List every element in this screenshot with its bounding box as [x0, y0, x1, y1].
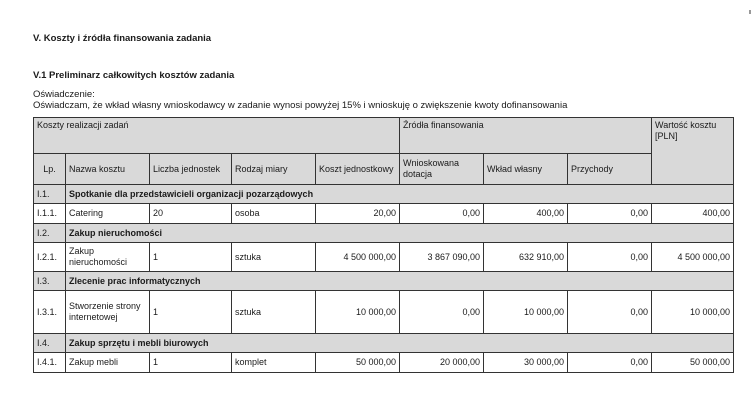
row-value: 10 000,00	[652, 291, 734, 334]
row-units: 1	[150, 353, 232, 373]
row-own: 632 910,00	[484, 243, 568, 272]
row-lp: I.2.1.	[34, 243, 66, 272]
row-value: 50 000,00	[652, 353, 734, 373]
header-costs: Koszty realizacji zadań	[34, 118, 400, 154]
row-units: 20	[150, 204, 232, 224]
row-name: Zakup nieruchomości	[66, 243, 150, 272]
col-income: Przychody	[568, 154, 652, 185]
row-measure: sztuka	[232, 291, 316, 334]
col-measure: Rodzaj miary	[232, 154, 316, 185]
col-unit-cost: Koszt jednostkowy	[316, 154, 400, 185]
row-name: Catering	[66, 204, 150, 224]
row-unit-cost: 50 000,00	[316, 353, 400, 373]
table-row	[34, 291, 734, 334]
table-row	[34, 353, 734, 373]
row-measure: komplet	[232, 353, 316, 373]
row-name: Stworzenie strony internetowej	[66, 291, 150, 334]
row-measure: sztuka	[232, 243, 316, 272]
col-own: Wkład własny	[484, 154, 568, 185]
row-income: 0,00	[568, 204, 652, 224]
row-grant: 3 867 090,00	[400, 243, 484, 272]
row-income: 0,00	[568, 291, 652, 334]
row-own: 30 000,00	[484, 353, 568, 373]
declaration-label: Oświadczenie:	[33, 89, 95, 100]
section-lp: I.4.	[34, 334, 66, 353]
row-unit-cost: 20,00	[316, 204, 400, 224]
section-lp: I.1.	[34, 185, 66, 204]
scan-mark	[749, 10, 751, 14]
row-own: 10 000,00	[484, 291, 568, 334]
row-units: 1	[150, 243, 232, 272]
section-lp: I.2.	[34, 224, 66, 243]
header-sources: Źródła finansowania	[400, 118, 652, 154]
row-lp: I.3.1.	[34, 291, 66, 334]
row-grant: 20 000,00	[400, 353, 484, 373]
row-grant: 0,00	[400, 204, 484, 224]
table-row	[34, 204, 734, 224]
row-income: 0,00	[568, 353, 652, 373]
row-grant: 0,00	[400, 291, 484, 334]
section-title-row: Zakup nieruchomości	[66, 224, 734, 243]
row-lp: I.1.1.	[34, 204, 66, 224]
row-own: 400,00	[484, 204, 568, 224]
row-value: 400,00	[652, 204, 734, 224]
cost-table	[33, 117, 734, 373]
row-income: 0,00	[568, 243, 652, 272]
col-units: Liczba jednostek	[150, 154, 232, 185]
col-lp: Lp.	[34, 154, 66, 185]
row-unit-cost: 4 500 000,00	[316, 243, 400, 272]
document-page	[33, 33, 733, 373]
section-title-row: Zakup sprzętu i mebli biurowych	[66, 334, 734, 353]
section-title-row: Zlecenie prac informatycznych	[66, 272, 734, 291]
row-value: 4 500 000,00	[652, 243, 734, 272]
row-name: Zakup mebli	[66, 353, 150, 373]
row-measure: osoba	[232, 204, 316, 224]
row-unit-cost: 10 000,00	[316, 291, 400, 334]
col-name: Nazwa kosztu	[66, 154, 150, 185]
header-value: Wartość kosztu [PLN]	[652, 118, 734, 185]
col-grant: Wnioskowana dotacja	[400, 154, 484, 185]
table-row	[34, 243, 734, 272]
declaration-text: Oświadczam, że wkład własny wnioskodawcy w zadanie wynosi powyżej 15% i wnioskuję o zwiększenie kwoty dofinansowania	[33, 100, 568, 111]
subsection-title: V.1 Preliminarz całkowitych kosztów zadania	[33, 70, 235, 81]
row-lp: I.4.1.	[34, 353, 66, 373]
section-title: V. Koszty i źródła finansowania zadania	[33, 33, 212, 44]
row-units: 1	[150, 291, 232, 334]
section-title-row: Spotkanie dla przedstawicieli organizacji pozarządowych	[66, 185, 734, 204]
section-lp: I.3.	[34, 272, 66, 291]
